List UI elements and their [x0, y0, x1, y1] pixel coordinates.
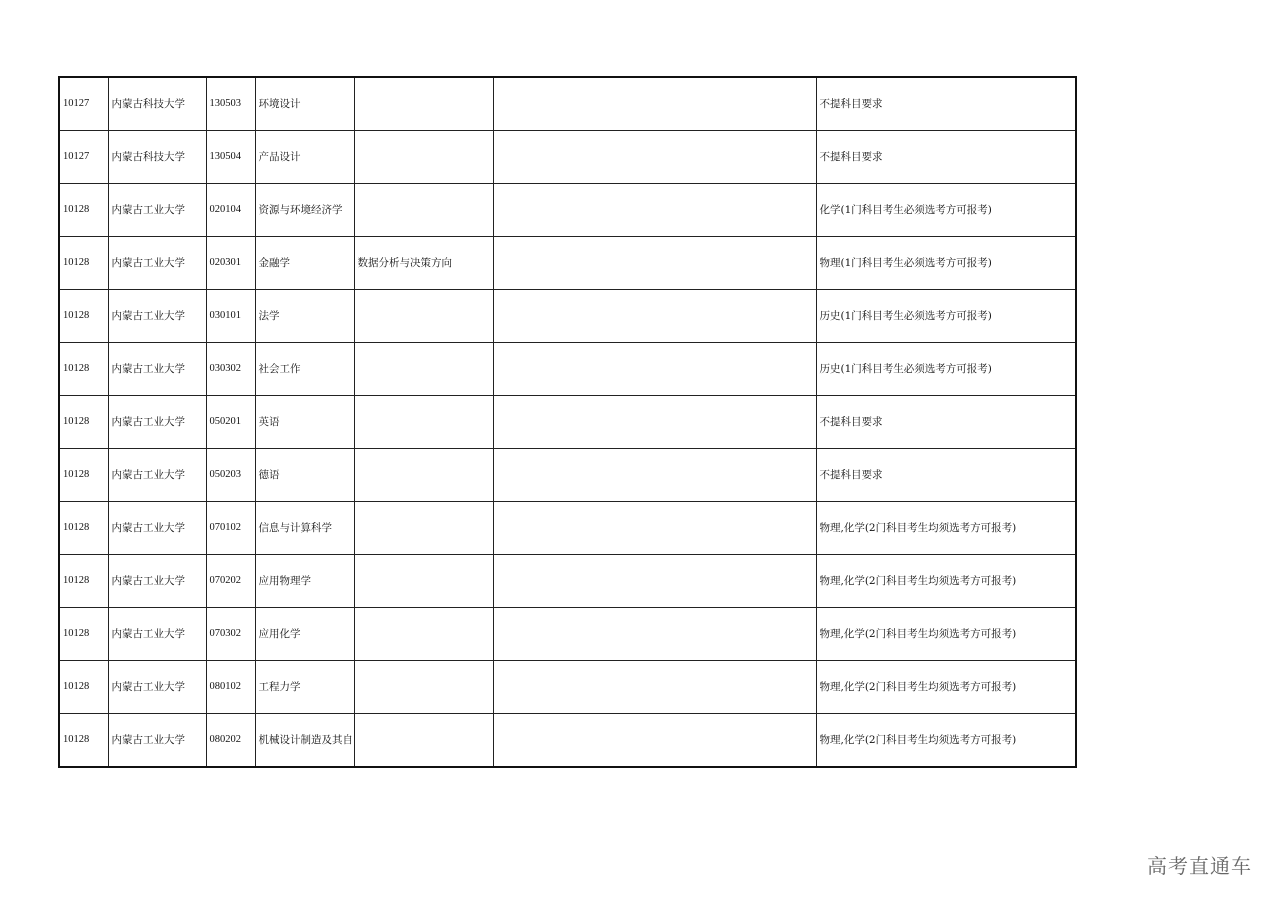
subject-requirement-cell: 历史(1门科目考生必须选考方可报考) [816, 343, 1076, 396]
major-direction-cell [354, 555, 493, 608]
note-cell [493, 77, 816, 131]
table-row [59, 184, 1076, 237]
note-cell [493, 555, 816, 608]
note-cell [493, 237, 816, 290]
major-direction-cell [354, 449, 493, 502]
major-code-cell: 030101 [206, 290, 255, 343]
table-row [59, 449, 1076, 502]
major-code-cell: 080102 [206, 661, 255, 714]
major-name-cell: 产品设计 [255, 131, 354, 184]
school-name-cell: 内蒙古工业大学 [108, 237, 206, 290]
table-row [59, 131, 1076, 184]
school-code-cell: 10128 [59, 237, 108, 290]
major-direction-cell [354, 502, 493, 555]
major-code-cell: 130504 [206, 131, 255, 184]
school-code-cell: 10127 [59, 131, 108, 184]
table-row [59, 502, 1076, 555]
note-cell [493, 608, 816, 661]
major-code-cell: 130503 [206, 77, 255, 131]
note-cell [493, 449, 816, 502]
major-direction-cell [354, 714, 493, 768]
note-cell [493, 714, 816, 768]
major-direction-cell: 数据分析与决策方向 [354, 237, 493, 290]
major-name-cell: 信息与计算科学 [255, 502, 354, 555]
table-row [59, 714, 1076, 768]
major-name-cell: 德语 [255, 449, 354, 502]
note-cell [493, 184, 816, 237]
major-code-cell: 070102 [206, 502, 255, 555]
major-name-cell: 应用化学 [255, 608, 354, 661]
major-name-cell: 社会工作 [255, 343, 354, 396]
school-name-cell: 内蒙古工业大学 [108, 555, 206, 608]
note-cell [493, 661, 816, 714]
subject-requirement-cell: 不提科目要求 [816, 449, 1076, 502]
major-code-cell: 020104 [206, 184, 255, 237]
major-code-cell: 020301 [206, 237, 255, 290]
school-name-cell: 内蒙古工业大学 [108, 449, 206, 502]
school-code-cell: 10128 [59, 714, 108, 768]
table-body [59, 77, 1076, 767]
major-direction-cell [354, 184, 493, 237]
school-code-cell: 10128 [59, 449, 108, 502]
major-direction-cell [354, 661, 493, 714]
table-row [59, 396, 1076, 449]
subject-requirements-table [58, 76, 1077, 768]
major-name-cell: 英语 [255, 396, 354, 449]
subject-requirement-cell: 历史(1门科目考生必须选考方可报考) [816, 290, 1076, 343]
major-code-cell: 070302 [206, 608, 255, 661]
school-name-cell: 内蒙古工业大学 [108, 502, 206, 555]
major-name-cell: 环境设计 [255, 77, 354, 131]
major-name-cell: 机械设计制造及其自 [255, 714, 354, 768]
major-name-cell: 法学 [255, 290, 354, 343]
subject-requirement-cell: 不提科目要求 [816, 77, 1076, 131]
school-code-cell: 10128 [59, 502, 108, 555]
major-name-cell: 工程力学 [255, 661, 354, 714]
major-code-cell: 030302 [206, 343, 255, 396]
subject-requirement-cell: 不提科目要求 [816, 131, 1076, 184]
note-cell [493, 290, 816, 343]
table-row [59, 290, 1076, 343]
school-name-cell: 内蒙古工业大学 [108, 608, 206, 661]
table-row [59, 343, 1076, 396]
school-name-cell: 内蒙古工业大学 [108, 184, 206, 237]
major-code-cell: 050201 [206, 396, 255, 449]
table-row [59, 77, 1076, 131]
major-direction-cell [354, 396, 493, 449]
major-code-cell: 070202 [206, 555, 255, 608]
subject-requirement-cell: 不提科目要求 [816, 396, 1076, 449]
school-code-cell: 10128 [59, 184, 108, 237]
major-name-cell: 应用物理学 [255, 555, 354, 608]
major-code-cell: 050203 [206, 449, 255, 502]
major-direction-cell [354, 131, 493, 184]
table-row [59, 661, 1076, 714]
note-cell [493, 343, 816, 396]
table-row [59, 555, 1076, 608]
subject-requirement-cell: 物理,化学(2门科目考生均须选考方可报考) [816, 661, 1076, 714]
major-direction-cell [354, 290, 493, 343]
note-cell [493, 396, 816, 449]
school-code-cell: 10128 [59, 343, 108, 396]
subject-requirement-cell: 物理,化学(2门科目考生均须选考方可报考) [816, 608, 1076, 661]
subject-requirement-cell: 物理,化学(2门科目考生均须选考方可报考) [816, 555, 1076, 608]
subject-requirement-cell: 物理,化学(2门科目考生均须选考方可报考) [816, 502, 1076, 555]
watermark-text: 高考直通车 [1147, 854, 1252, 878]
school-name-cell: 内蒙古工业大学 [108, 290, 206, 343]
school-name-cell: 内蒙古工业大学 [108, 714, 206, 768]
table-row [59, 237, 1076, 290]
major-name-cell: 金融学 [255, 237, 354, 290]
subject-requirement-cell: 物理,化学(2门科目考生均须选考方可报考) [816, 714, 1076, 768]
major-name-cell: 资源与环境经济学 [255, 184, 354, 237]
school-code-cell: 10128 [59, 555, 108, 608]
school-name-cell: 内蒙古工业大学 [108, 396, 206, 449]
subject-requirement-cell: 物理(1门科目考生必须选考方可报考) [816, 237, 1076, 290]
major-direction-cell [354, 608, 493, 661]
school-code-cell: 10128 [59, 608, 108, 661]
subject-requirement-cell: 化学(1门科目考生必须选考方可报考) [816, 184, 1076, 237]
school-name-cell: 内蒙古工业大学 [108, 343, 206, 396]
school-code-cell: 10128 [59, 396, 108, 449]
major-code-cell: 080202 [206, 714, 255, 768]
major-direction-cell [354, 77, 493, 131]
school-code-cell: 10128 [59, 290, 108, 343]
school-code-cell: 10127 [59, 77, 108, 131]
table-row [59, 608, 1076, 661]
school-name-cell: 内蒙古科技大学 [108, 131, 206, 184]
school-name-cell: 内蒙古工业大学 [108, 661, 206, 714]
school-name-cell: 内蒙古科技大学 [108, 77, 206, 131]
major-direction-cell [354, 343, 493, 396]
school-code-cell: 10128 [59, 661, 108, 714]
note-cell [493, 131, 816, 184]
note-cell [493, 502, 816, 555]
